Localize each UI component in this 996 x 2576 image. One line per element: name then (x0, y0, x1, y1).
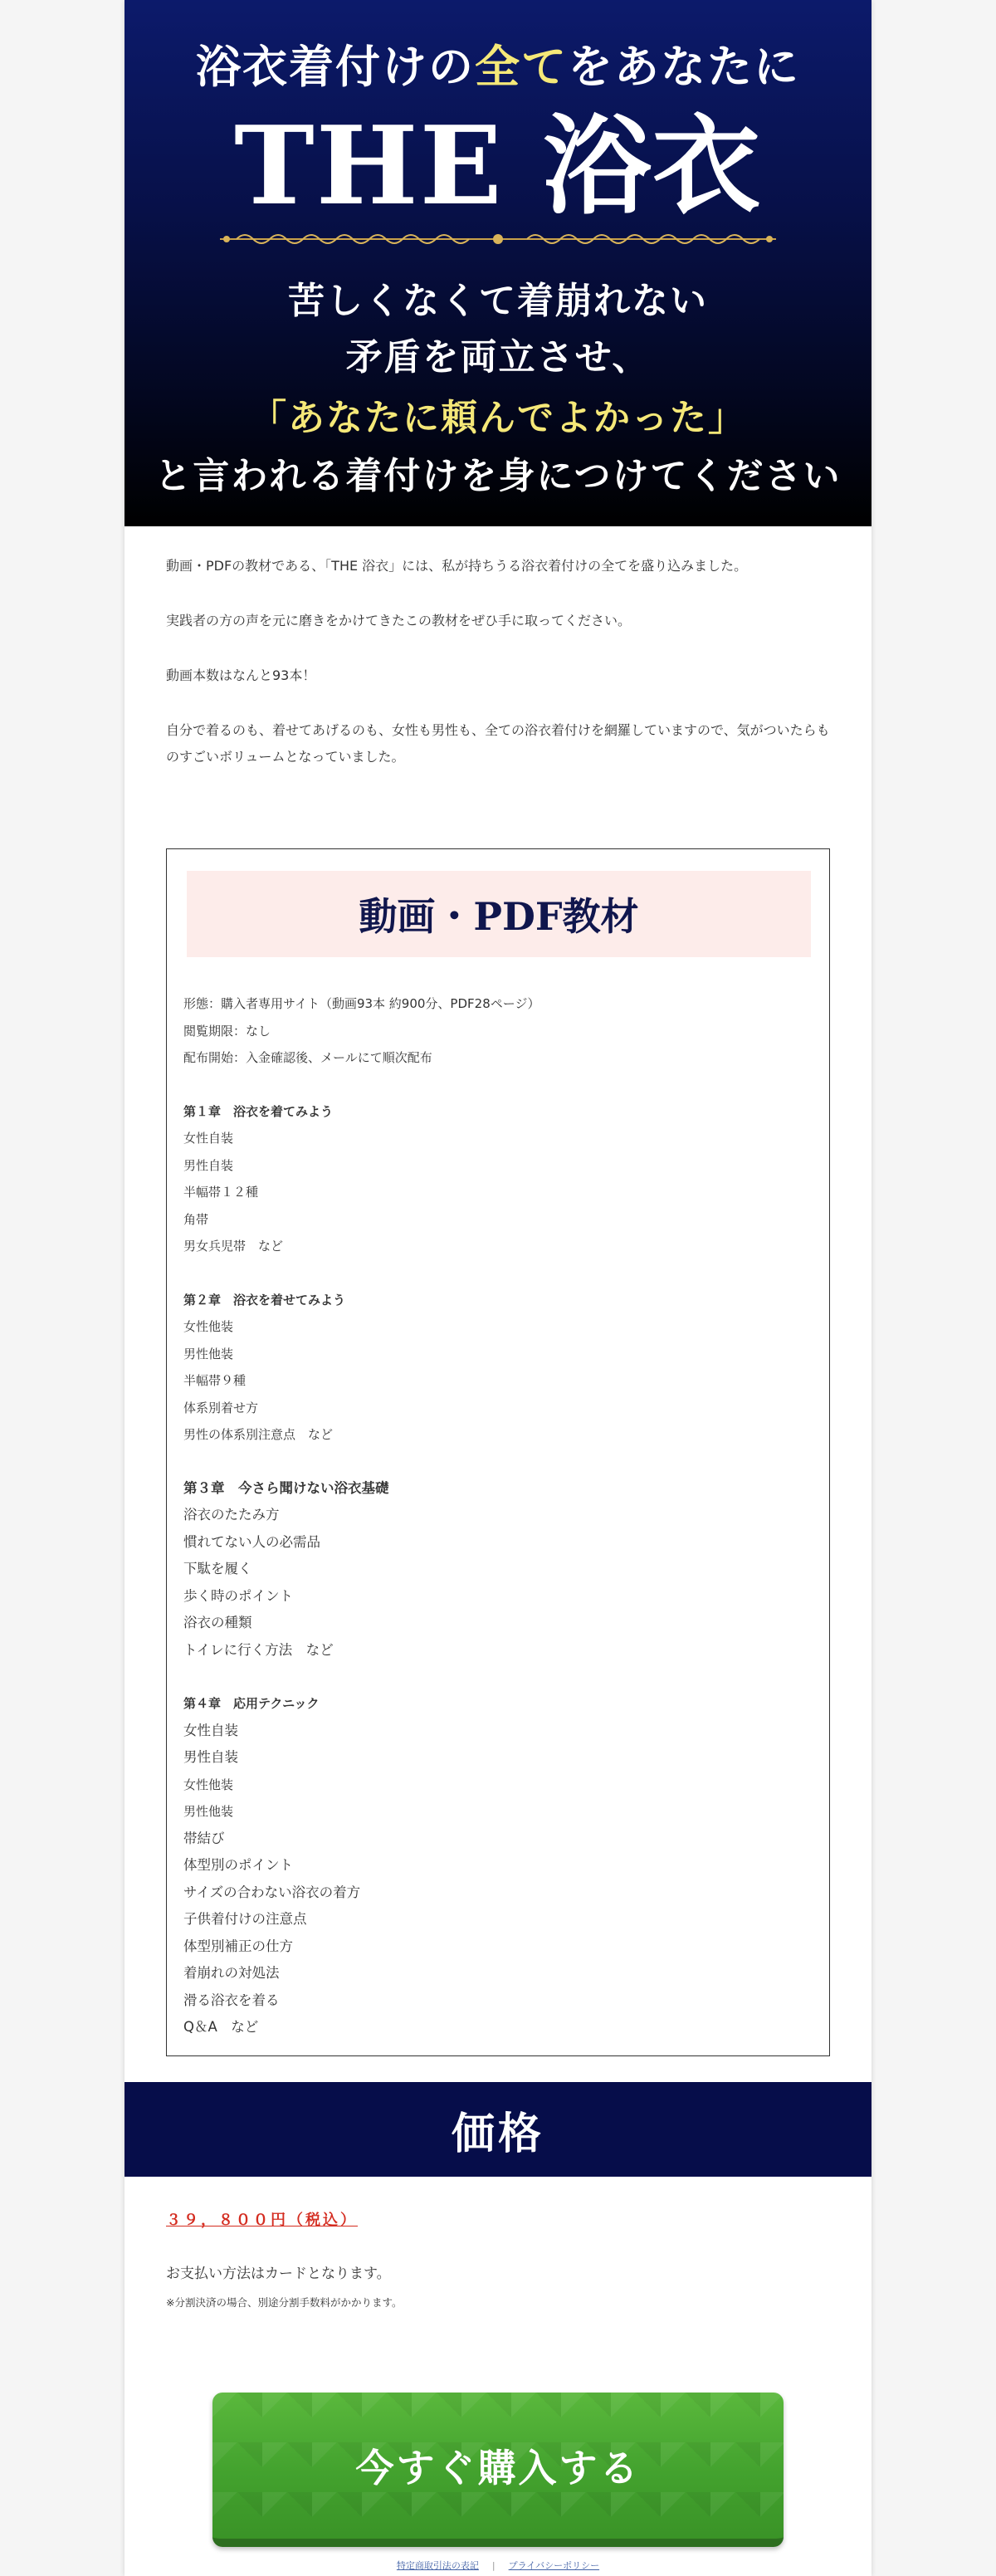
hero-line-3: 「あなたに頼んでよかった」 (250, 397, 746, 439)
materials-body (183, 990, 814, 2041)
hero-tagline (124, 32, 872, 95)
chapter-3-title: 第３章 今さら聞けない浴衣基礎 (183, 1479, 389, 1496)
chapter-4-title: 第４章 応用テクニック (183, 1696, 320, 1711)
intro-paragraph: 動画・PDFの教材である、「THE 浴衣」には、私が持ちうる浴衣着付けの全てを盛り込みました。 (166, 558, 748, 574)
materials-format: 形態：購入者専用サイト（動画93本 約900分、PDF28ページ） (183, 996, 540, 1011)
chapter-item: 女性自装 (183, 1722, 238, 1738)
materials-heading: 動画・PDF教材 (187, 871, 811, 957)
chapter-item: 子供着付けの注意点 (183, 1911, 307, 1927)
footer-link-privacy-policy[interactable]: プライバシーポリシー (508, 2560, 600, 2571)
hero-line-4: と言われる着付けを身につけてください (154, 455, 842, 497)
payment-note: ※分割決済の場合、別途分割手数料がかかります。 (166, 2296, 403, 2309)
hero-banner (124, 0, 872, 526)
chapter-item: 浴衣のたたみ方 (183, 1507, 280, 1523)
intro-paragraph: 自分で着るのも、着せてあげるのも、女性も男性も、全ての浴衣着付けを網羅していますので、気がついたらものすごいボリュームとなっていました。 (166, 722, 830, 765)
intro-paragraph: 実践者の方の声を元に磨きをかけてきたこの教材をぜひ手に取ってください。 (166, 613, 632, 628)
footer (124, 2559, 872, 2572)
chapter-item: 帯結び (183, 1830, 225, 1846)
footer-link-commercial-law[interactable]: 特定商取引法の表記 (396, 2560, 479, 2571)
chapter-item: 歩く時のポイント (183, 1587, 293, 1604)
hero-tagline-highlight: 全て (475, 40, 568, 93)
page-container (124, 0, 872, 2576)
hero-line-1: 苦しくなくて着崩れない (288, 280, 708, 322)
chapter-item: 男性他装 (183, 1346, 234, 1361)
chapter-item: トイレに行く方法 など (183, 1641, 334, 1658)
chapter-item: 半幅帯１２種 (183, 1185, 259, 1200)
chapter-item: 男性自装 (183, 1157, 234, 1173)
payment-method-text: お支払い方法はカードとなります。 (166, 2266, 391, 2282)
hero-tagline-pre: 浴衣着付けの (196, 40, 475, 93)
chapter-item: Q＆A など (183, 2019, 259, 2035)
chapter-item: サイズの合わない浴衣の着方 (183, 1884, 361, 1900)
chapter-2-title: 第２章 浴衣を着せてみよう (183, 1292, 346, 1308)
chapter-item: 着崩れの対処法 (183, 1965, 280, 1981)
footer-separator: | (491, 2560, 496, 2571)
chapter-item: 半幅帯９種 (183, 1373, 247, 1388)
materials-box (166, 848, 830, 2056)
chapter-item: 角帯 (183, 1211, 209, 1227)
hero-title: THE 浴衣 (234, 102, 762, 229)
chapter-item: 体型別補正の仕方 (183, 1938, 293, 1954)
hero-line-2: 矛盾を両立させ、 (345, 336, 651, 379)
buy-now-button[interactable]: 今すぐ購入する (212, 2393, 784, 2547)
chapter-item: 女性他装 (183, 1319, 234, 1334)
chapter-item: 体型別のポイント (183, 1857, 293, 1873)
gold-ornament-divider (220, 231, 776, 247)
materials-period: 閲覧期限：なし (183, 1023, 271, 1039)
chapter-item: 女性自装 (183, 1131, 234, 1146)
chapter-item: 下駄を履く (183, 1561, 252, 1576)
chapter-item: 男性他装 (183, 1804, 234, 1819)
chapter-item: 男性の体系別注意点 など (183, 1427, 334, 1442)
materials-delivery: 配布開始：入金確認後、メールにて順次配布 (183, 1050, 432, 1065)
chapter-item: 浴衣の種類 (183, 1615, 252, 1630)
chapter-item: 女性他装 (183, 1777, 234, 1792)
chapter-item: 滑る浴衣を着る (183, 1992, 280, 2008)
chapter-item: 慣れてない人の必需品 (183, 1533, 320, 1550)
hero-tagline-post: をあなたに (568, 40, 800, 93)
intro-text (166, 553, 830, 799)
chapter-item: 男性自装 (183, 1749, 238, 1765)
intro-paragraph: 動画本数はなんと93本！ (166, 667, 316, 683)
chapter-item: 男女兵児帯 など (183, 1239, 284, 1254)
price-value: ３９，８００円（税込） (166, 2212, 358, 2229)
chapter-1-title: 第１章 浴衣を着てみよう (183, 1103, 334, 1119)
price-heading-banner: 価格 (124, 2082, 872, 2177)
chapter-item: 体系別着せ方 (183, 1400, 259, 1415)
